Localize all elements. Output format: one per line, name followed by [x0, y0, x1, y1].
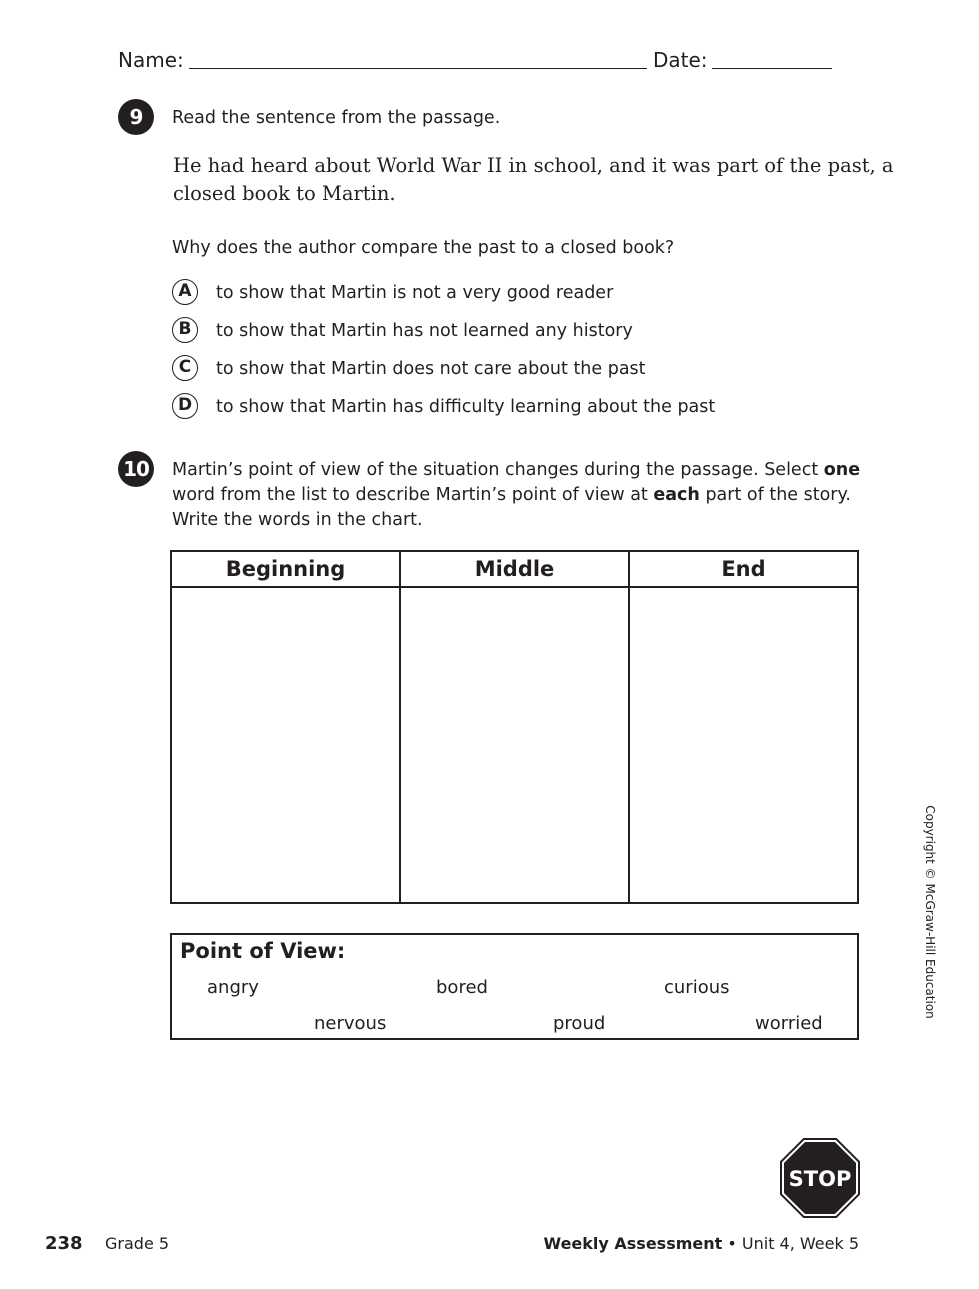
word-curious: curious: [664, 977, 730, 998]
answer-bubble-d[interactable]: D: [172, 393, 198, 419]
word-worried: worried: [755, 1013, 823, 1034]
stop-sign: [780, 1138, 860, 1218]
word-angry: angry: [207, 977, 259, 998]
word-bored: bored: [436, 977, 488, 998]
answer-text-c: to show that Martin does not care about the past: [216, 359, 646, 379]
passage-quote: [173, 152, 894, 208]
unit-week: Unit 4, Week 5: [741, 1234, 859, 1253]
chart-header-end: End: [629, 551, 858, 587]
point-of-view-chart: [170, 550, 859, 904]
chart-cell-beginning[interactable]: [171, 587, 400, 903]
word-nervous: nervous: [314, 1013, 387, 1034]
stop-label: STOP: [788, 1167, 852, 1191]
assessment-info: [543, 1234, 859, 1253]
grade-label: Grade 5: [105, 1234, 170, 1253]
word-proud: proud: [553, 1013, 606, 1034]
question-10-number: 10: [118, 451, 154, 487]
chart-cell-end[interactable]: [629, 587, 858, 903]
question-9-prompt: Read the sentence from the passage.: [172, 108, 501, 128]
q10-text-2: word from the list to describe Martin’s point of view at: [172, 485, 654, 505]
chart-cell-middle[interactable]: [400, 587, 629, 903]
q10-text-1: Martin’s point of view of the situation changes during the passage. Select: [172, 460, 824, 480]
chart-answer-row: [171, 587, 858, 903]
name-label: Name:: [118, 48, 184, 72]
chart-header-middle: Middle: [400, 551, 629, 587]
passage-quote-line-1: He had heard about World War II in school, and it was part of the past, a: [173, 154, 894, 177]
chart-header-beginning: Beginning: [171, 551, 400, 587]
stop-sign-icon: [780, 1138, 860, 1218]
q10-text-3: part of the story.: [699, 485, 851, 505]
answer-bubble-a[interactable]: A: [172, 279, 198, 305]
passage-quote-line-2: closed book to Martin.: [173, 182, 396, 205]
answer-bubble-b[interactable]: B: [172, 317, 198, 343]
page-number: 238: [45, 1233, 83, 1254]
point-of-view-word-box: [170, 933, 859, 1040]
answer-text-d: to show that Martin has difficulty learning about the past: [216, 397, 716, 417]
question-10-prompt: [172, 458, 862, 533]
name-field[interactable]: [189, 68, 647, 69]
answer-bubble-c[interactable]: C: [172, 355, 198, 381]
name-date-header: [118, 44, 838, 76]
question-9-text: Why does the author compare the past to a closed book?: [172, 238, 675, 258]
chart-header-row: [171, 551, 858, 587]
date-label: Date:: [653, 48, 708, 72]
copyright-notice: Copyright © McGraw-Hill Education: [923, 805, 937, 1019]
q10-bold-each: each: [653, 485, 700, 505]
q10-text-4: Write the words in the chart.: [172, 510, 423, 530]
q10-bold-one: one: [823, 460, 861, 480]
answer-text-b: to show that Martin has not learned any history: [216, 321, 633, 341]
footer-separator: •: [722, 1234, 742, 1253]
assessment-title: Weekly Assessment: [543, 1234, 723, 1253]
answer-text-a: to show that Martin is not a very good reader: [216, 283, 614, 303]
question-9-number: 9: [118, 99, 154, 135]
word-box-title: Point of View:: [180, 939, 346, 963]
date-field[interactable]: [712, 68, 832, 69]
